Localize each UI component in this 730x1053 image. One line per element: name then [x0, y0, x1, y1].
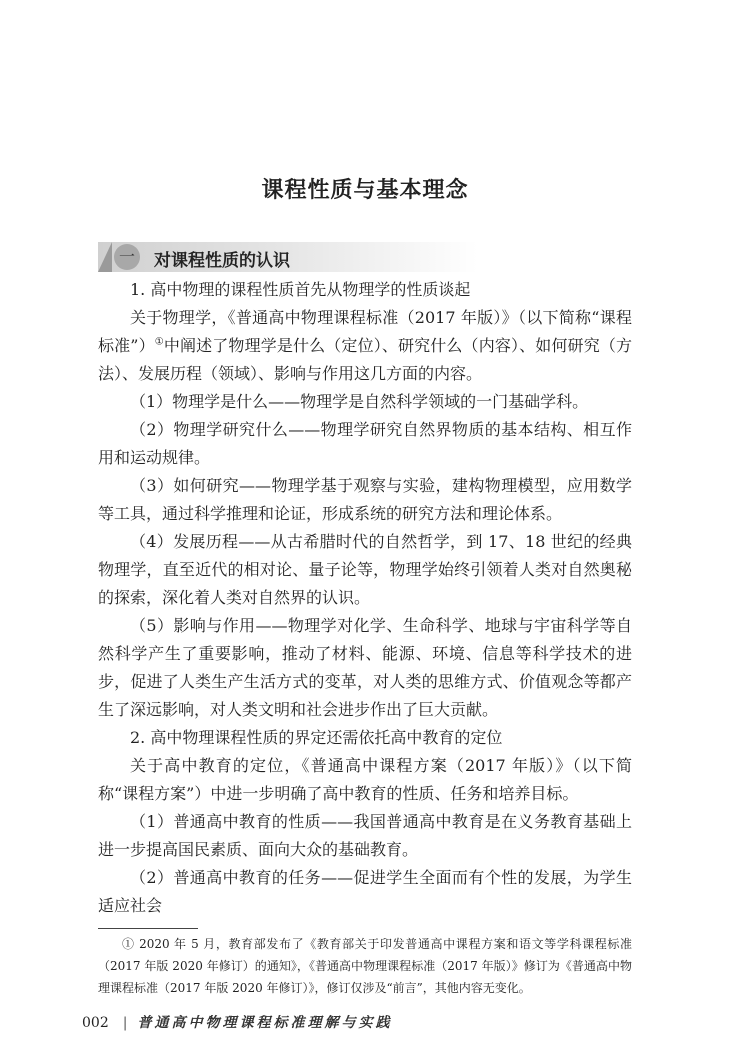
paragraph-text: （1）普通高中教育的性质——我国普通高中教育是在义务教育基础上进一步提高国民素质、面向大众的基础教育。: [98, 812, 632, 859]
paragraph-text: 中阐述了物理学是什么（定位）、研究什么（内容）、如何研究（方法）、发展历程（领域）、影响与作用这几方面的内容。: [98, 336, 632, 383]
page-footer: [82, 1013, 632, 1033]
paragraph: [98, 472, 632, 528]
section-number-badge: 一: [114, 244, 140, 270]
paragraph: [98, 864, 632, 920]
page-title: 课程性质与基本理念: [261, 177, 469, 203]
footnote-text: ① 2020 年 5 月，教育部发布了《教育部关于印发普通高中课程方案和语文等学科课程标准（2017 年版 2020 年修订）的通知》，《普通高中物理课程标准（2017 年版）》修订为《普通高中物理课程标准（2017 年版 2020 年修订）》，修订仅涉及“前言”，其他内容无变化。: [98, 937, 632, 995]
paragraph-text: 关于高中教育的定位，《普通高中课程方案（2017 年版）》（以下简称“课程方案”）中进一步明确了高中教育的性质、任务和培养目标。: [98, 756, 632, 803]
paragraph: [98, 752, 632, 808]
footnote: [98, 933, 632, 999]
paragraph: [98, 724, 632, 752]
section-heading: [98, 242, 478, 272]
paragraph-text: 关于物理学，《普通高中物理课程标准（2017 年版）》（以下简称“课程标准”）: [98, 308, 632, 355]
paragraph-text: 1. 高中物理的课程性质首先从物理学的性质谈起: [130, 280, 471, 299]
paragraph-text: 2. 高中物理课程性质的界定还需依托高中教育的定位: [130, 728, 503, 747]
paragraph-text: （1）物理学是什么——物理学是自然科学领域的一门基础学科。: [130, 392, 589, 411]
paragraph-text: （3）如何研究——物理学基于观察与实验，建构物理模型，应用数学等工具，通过科学推理和论证，形成系统的研究方法和理论体系。: [98, 476, 632, 523]
page-number: 002: [82, 1015, 109, 1031]
paragraph: [98, 416, 632, 472]
paragraph: [98, 276, 632, 304]
footnote-divider: [98, 928, 198, 929]
book-title: 普通高中物理课程标准理解与实践: [137, 1015, 393, 1031]
paragraph: [98, 388, 632, 416]
paragraph-text: （2）物理学研究什么——物理学研究自然界物质的基本结构、相互作用和运动规律。: [98, 420, 632, 467]
footer-separator: |: [122, 1015, 128, 1031]
body-text: [98, 276, 632, 920]
paragraph: [98, 612, 632, 724]
footnote-marker[interactable]: ①: [154, 336, 164, 348]
paragraph-text: （4）发展历程——从古希腊时代的自然哲学，到 17、18 世纪的经典物理学，直至近代的相对论、量子论等，物理学始终引领着人类对自然奥秘的探索，深化着人类对自然界的认识。: [98, 532, 632, 607]
paragraph: [98, 808, 632, 864]
section-label: 对课程性质的认识: [154, 251, 290, 271]
paragraph: [98, 528, 632, 612]
paragraph-text: （5）影响与作用——物理学对化学、生命科学、地球与宇宙科学等自然科学产生了重要影响，推动了材料、能源、环境、信息等科学技术的进步，促进了人类生产生活方式的变革，对人类的思维方式、价值观念等都产生了深远影响，对人类文明和社会进步作出了巨大贡献。: [98, 616, 632, 719]
paragraph-text: （2）普通高中教育的任务——促进学生全面而有个性的发展，为学生适应社会: [98, 868, 632, 915]
section-triangle-decoration: [98, 242, 112, 272]
paragraph: [98, 304, 632, 388]
